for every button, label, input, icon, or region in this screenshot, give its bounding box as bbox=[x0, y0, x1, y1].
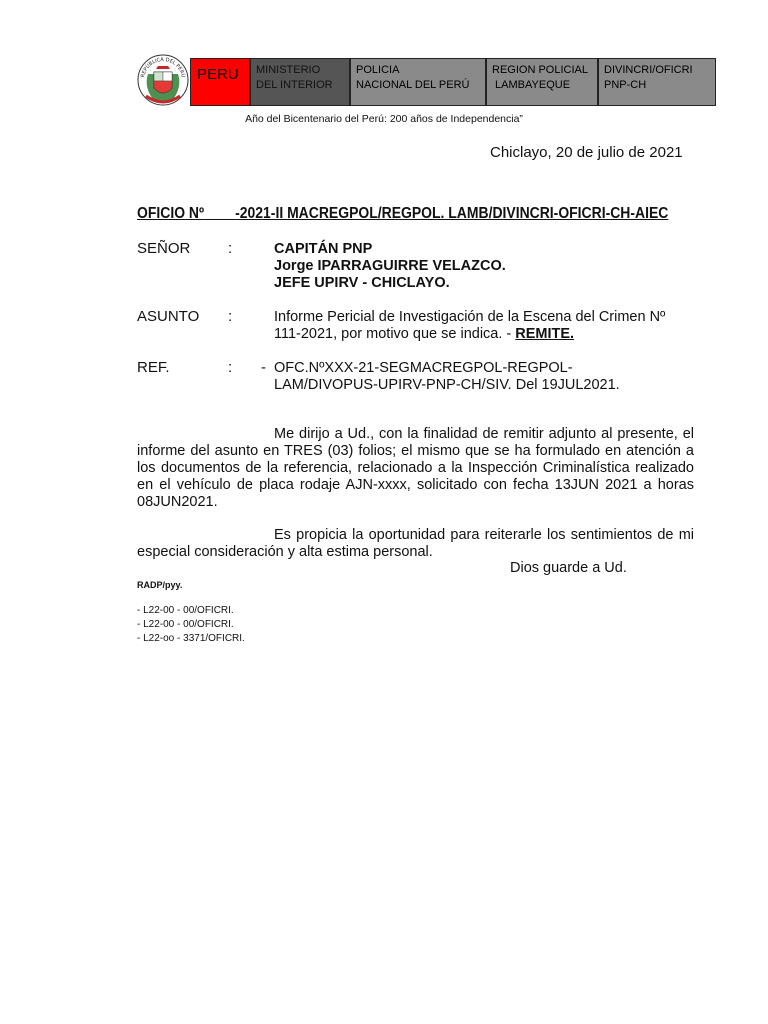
header-box-region bbox=[486, 58, 598, 106]
ministerio-line-2: DEL INTERIOR bbox=[256, 79, 333, 91]
asunto-line-2 bbox=[274, 326, 574, 343]
divincri-line-1: DIVINCRI/OFICRI bbox=[604, 64, 693, 76]
recipient-rank: CAPITÁN PNP bbox=[274, 241, 373, 257]
policia-line-2: NACIONAL DEL PERÚ bbox=[356, 79, 470, 91]
oficio-heading bbox=[137, 205, 668, 223]
header-box-peru bbox=[190, 58, 250, 106]
peru-label: PERU bbox=[197, 66, 239, 83]
distribution-item: - L22-oo - 3371/OFICRI. bbox=[137, 633, 245, 644]
recipient-position: JEFE UPIRV - CHICLAYO. bbox=[274, 275, 450, 291]
header-box-ministerio bbox=[250, 58, 350, 106]
initials: RADP/pyy. bbox=[137, 580, 183, 590]
coat-of-arms-seal bbox=[136, 52, 190, 108]
ref-label: REF. bbox=[137, 359, 170, 376]
asunto-line-1: Informe Pericial de Investigación de la Escena del Crimen Nº bbox=[274, 309, 666, 325]
document-date: Chiclayo, 20 de julio de 2021 bbox=[490, 144, 683, 161]
body-paragraph-1: Me dirijo a Ud., con la finalidad de remitir adjunto al presente, el informe del asunto en TRES (03) folios; el mismo que se ha formulado en atención a los documentos de la referencia, relacionado a la Inspección Criminalística realizado en el vehículo de placa rodaje AJN-xxxx, solicitado con fecha 13JUN 2021 a horas 08JUN2021. bbox=[137, 426, 694, 510]
policia-line-1: POLICIA bbox=[356, 64, 400, 76]
divincri-line-2: PNP-CH bbox=[604, 79, 647, 91]
region-line-2: LAMBAYEQUE bbox=[492, 79, 571, 91]
ref-colon: : bbox=[228, 359, 233, 376]
body-paragraph-2: Es propicia la oportunidad para reiterarle los sentimientos de mi especial consideración y alta estima personal. bbox=[137, 527, 694, 560]
region-line-1: REGION POLICIAL bbox=[492, 64, 588, 76]
distribution-item: - L22-00 - 00/OFICRI. bbox=[137, 605, 234, 616]
recipient-name: Jorge IPARRAGUIRRE VELAZCO. bbox=[274, 258, 506, 274]
ministerio-line-1: MINISTERIO bbox=[256, 64, 321, 76]
oficio-prefix: OFICIO Nº bbox=[137, 205, 205, 222]
asunto-line-2-text: 111-2021, por motivo que se indica. - bbox=[274, 326, 516, 342]
ref-line-1: OFC.NºXXX-21-SEGMACREGPOL-REGPOL- bbox=[274, 360, 573, 376]
oficio-number: -2021-II MACREGPOL/REGPOL. LAMB/DIVINCRI-OFICRI-CH-AIEC bbox=[235, 205, 669, 222]
asunto-label: ASUNTO bbox=[137, 308, 200, 325]
ref-line-2: LAM/DIVOPUS-UPIRV-PNP-CH/SIV. Del 19JUL2021. bbox=[274, 377, 620, 393]
senor-label: SEÑOR bbox=[137, 240, 191, 257]
year-motto: Año del Bicentenario del Perú: 200 años de Independencia” bbox=[245, 113, 523, 125]
header-box-policia bbox=[350, 58, 486, 106]
asunto-colon: : bbox=[228, 308, 233, 325]
senor-colon: : bbox=[228, 240, 233, 257]
remite-label: REMITE. bbox=[515, 326, 575, 342]
header-box-divincri bbox=[598, 58, 716, 106]
ref-dash: - bbox=[261, 359, 266, 376]
seal-text: REPÚBLICA DEL PERÚ bbox=[140, 56, 186, 79]
closing-salutation: Dios guarde a Ud. bbox=[510, 560, 627, 576]
distribution-item: - L22-00 - 00/OFICRI. bbox=[137, 619, 234, 630]
